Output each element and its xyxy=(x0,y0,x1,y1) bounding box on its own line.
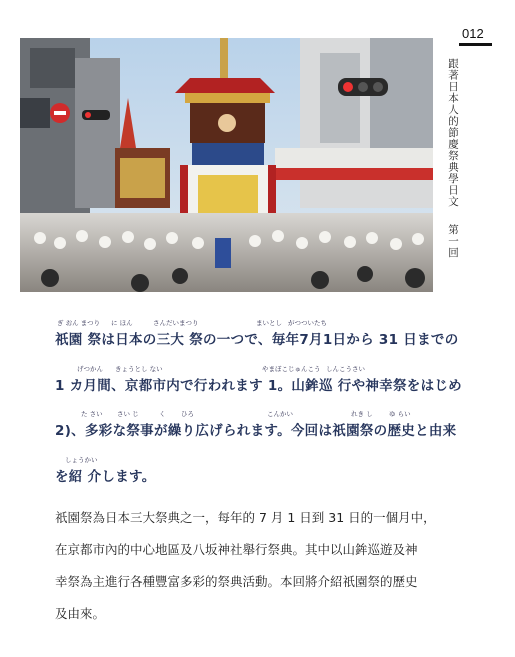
furigana: ぎ おん まつり xyxy=(57,319,101,327)
furigana: まいとし xyxy=(256,319,282,327)
chinese-text-line: 祇園祭為日本三大祭典之一，每年的 7 月 1 日到 31 日的一個月中， xyxy=(55,510,436,525)
chapter-label: 第一回 xyxy=(447,223,459,258)
japanese-text-line: を紹 介します。 xyxy=(55,469,156,485)
furigana: がつついたち xyxy=(288,319,327,327)
page-number: 012 xyxy=(462,26,484,41)
japanese-text-line: 1 カ月間、京都市内で行われます 1。山鉾巡 行や神幸祭をはじめ xyxy=(55,378,462,394)
japanese-line-2 xyxy=(55,364,462,394)
furigana: く xyxy=(159,410,166,418)
festival-photo-illustration xyxy=(20,38,433,292)
furigana: ゆ らい xyxy=(389,410,411,418)
japanese-text-line: 2)、多彩な祭事が繰り広げられます。今回は祇園祭の歴史と由来 xyxy=(55,423,457,439)
page-number-rule xyxy=(459,43,492,46)
furigana: しんこうさい xyxy=(326,365,365,373)
furigana: さんだいまつり xyxy=(153,319,199,327)
furigana: に ほん xyxy=(111,319,133,327)
festival-photo xyxy=(20,38,433,292)
chinese-text-line: 及由來。 xyxy=(55,606,106,621)
furigana-row xyxy=(55,364,440,374)
furigana: れき し xyxy=(351,410,373,418)
furigana: た さい xyxy=(81,410,103,418)
furigana: こんかい xyxy=(267,410,293,418)
chinese-text-line: 幸祭為主進行各種豐富多彩的祭典活動。本回將介紹祇園祭的歷史 xyxy=(55,574,418,589)
furigana-row xyxy=(55,318,440,328)
furigana-row xyxy=(55,409,440,419)
chinese-translation xyxy=(55,502,435,630)
japanese-text-line: 祇園 祭は日本の三大 祭の一つで、毎年7月1日から 31 日までの xyxy=(55,332,459,348)
japanese-line-1 xyxy=(55,318,459,348)
japanese-line-4 xyxy=(55,455,440,485)
furigana-row xyxy=(55,455,440,465)
chinese-text-line: 在京都市內的中心地區及八坂神社舉行祭典。其中以山鉾巡遊及神 xyxy=(55,542,418,557)
running-header xyxy=(447,58,459,258)
japanese-line-3 xyxy=(55,409,457,439)
furigana: さい じ xyxy=(117,410,139,418)
furigana: やまぼこじゅんこう xyxy=(262,365,321,373)
furigana: きょうとし ない xyxy=(115,365,163,373)
furigana: げつかん xyxy=(77,365,103,373)
book-title: 跟著日本人的節慶祭典學日文 xyxy=(447,58,459,208)
furigana: しょうかい xyxy=(65,456,98,464)
furigana: ひろ xyxy=(181,410,194,418)
